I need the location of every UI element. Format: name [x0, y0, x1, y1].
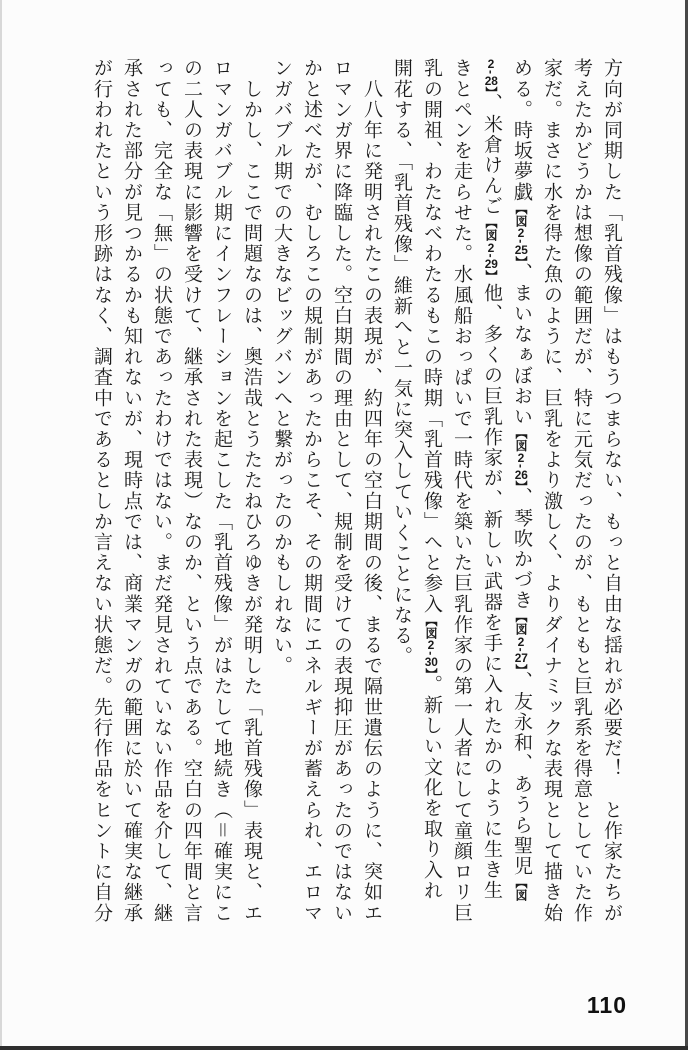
text-column: かと述べたが、むしろこの規制があったからこそ、その期間にエネルギーが蓄えられ、エロマ — [301, 58, 322, 924]
text-column: が行われたという形跡はなく、調査中であるとしか言えない状態だ。先行作品をヒントに自分 — [91, 58, 112, 924]
figure-reference: 【図2-27】 — [514, 610, 528, 671]
text-column: っても、完全な「無」の状態であったわけではない。まだ発見されていない作品を介して、継 — [151, 58, 172, 924]
figure-reference: 2-28】 — [484, 58, 498, 93]
figure-reference: 【図2-30】 — [424, 614, 438, 675]
text-column: める。時坂夢戯【図2-25】、まいなぁぼおい【図2-26】、琴吹かづき【図2-27】、友永和、あうら聖児【図 — [511, 58, 532, 902]
text-column: きとペンを走らせた。水風船おっぱいで一時代を築いた巨乳作家の第一人者にして童顔ロリ巨 — [451, 58, 472, 924]
text-column: 八八年に発明されたこの表現が、約四年の空白期間の後、まるで隔世遺伝のように、突如エ — [361, 58, 382, 924]
text-column: の二人の表現に影響を受けて、継承された表現）なのか、という点である。空白の四年間と言 — [181, 58, 202, 924]
text-column: 2-28】、米倉けんご【図2-29】他、多くの巨乳作家が、新しい武器を手に入れたかのように生き生 — [481, 58, 502, 901]
text-column: 承された部分が見つかるかも知れないが、現時点では、商業マンガの範囲に於いて確実な継承 — [121, 58, 142, 924]
figure-reference: 【図2-25】 — [514, 202, 528, 263]
figure-reference: 【図2-26】 — [514, 427, 528, 488]
figure-reference: 【図 — [514, 876, 528, 902]
text-column: ンガバブル期での大きなビッグバンへと繋がったのかもしれない。 — [271, 58, 292, 676]
text-column: 家だ。まさに水を得た魚のように、巨乳をより激しく、よりダイナミックな表現として描き始 — [541, 58, 562, 924]
text-column: しかし、ここで問題なのは、奥浩哉とうたたねひろゆきが発明した「乳首残像」表現と、エ — [241, 58, 262, 924]
page-number: 110 — [586, 992, 627, 1018]
text-column: 乳の開祖、わたなべわたるもこの時期「乳首残像」へと参入【図2-30】。新しい文化を取り入れ — [421, 58, 442, 901]
figure-reference: 【図2-29】 — [484, 216, 498, 283]
text-column: 考えたかどうかは想像の範囲だが、特に元気だったのが、もともと巨乳系を得意としていた作 — [571, 58, 592, 924]
text-column: ロマンガバブル期にインフレーションを起こした「乳首残像」がはたして地続き（＝確実にこ — [211, 58, 232, 924]
text-column: ロマンガ界に降臨した。空白期間の理由として、規制を受けての表現抑圧があったのではない — [331, 58, 352, 924]
page-bottom-edge — [0, 1046, 688, 1050]
body-text — [86, 58, 626, 924]
page-left-edge — [0, 0, 2, 1050]
text-column: 開花する、「乳首残像」維新へと一気に突入していくことになる。 — [391, 58, 412, 667]
text-column: 方向が同期した「乳首残像」はもうつまらない、もっと自由な揺れが必要だ！ と作家たちが — [601, 58, 622, 924]
